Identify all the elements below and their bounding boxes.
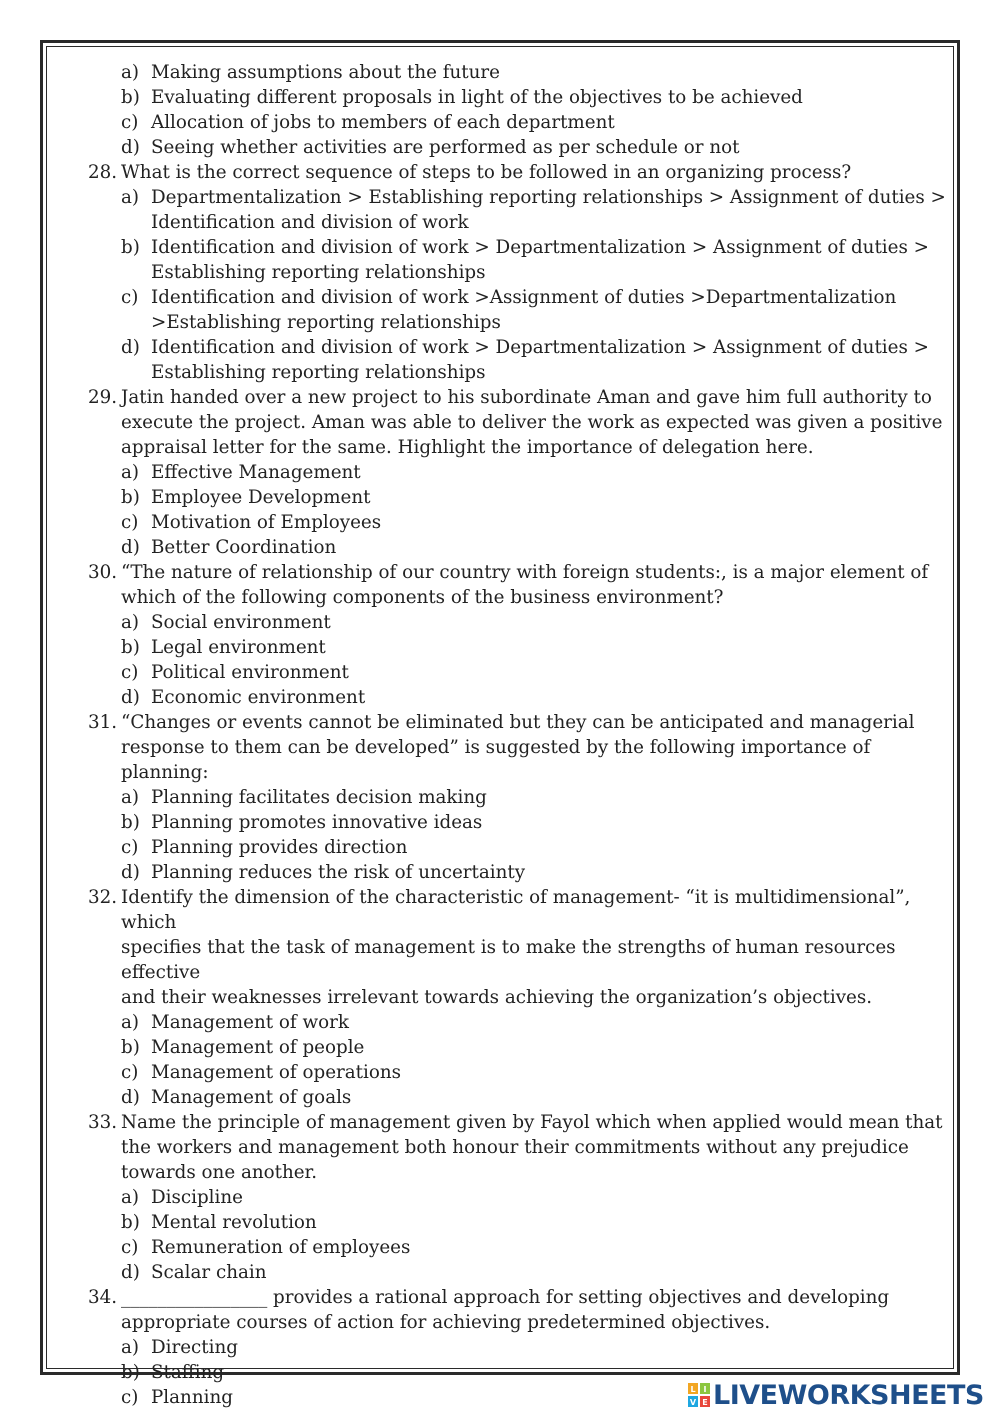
question-text-line: which of the following components of the business environment? [121, 587, 724, 608]
option-letter: b) [121, 87, 140, 108]
option-letter: d) [121, 137, 140, 158]
svg-text:L: L [690, 1385, 696, 1394]
option-letter: b) [121, 1037, 140, 1058]
question-text-line: Name the principle of management given by Fayol which when applied would mean that [121, 1112, 943, 1133]
option-letter: d) [121, 1087, 140, 1108]
option-text-line: Identification and division of work [151, 212, 469, 233]
option-letter: b) [121, 812, 140, 833]
option-text-line: Better Coordination [151, 537, 337, 558]
option-letter: a) [121, 1337, 140, 1358]
question-text-line: ________________ provides a rational approach for setting objectives and developing [121, 1287, 890, 1308]
option-text-line: Planning facilitates decision making [151, 787, 487, 808]
option-item [88, 835, 948, 860]
question-text-line: specifies that the task of management is to make the strengths of human resources effective [121, 937, 896, 983]
option-letter: c) [121, 1062, 139, 1083]
liveworksheets-watermark [688, 1380, 984, 1410]
question-29 [88, 385, 948, 460]
option-letter: b) [121, 1212, 140, 1233]
option-item [88, 860, 948, 885]
option-item [88, 60, 948, 85]
option-text-line: Political environment [151, 662, 349, 683]
option-item [88, 660, 948, 685]
question-31 [88, 710, 948, 785]
option-text-line: Planning provides direction [151, 837, 408, 858]
option-letter: a) [121, 1187, 140, 1208]
question-32 [88, 885, 948, 1010]
option-text-line: Effective Management [151, 462, 361, 483]
option-item [88, 235, 948, 285]
option-item [88, 1335, 948, 1360]
question-28 [88, 160, 948, 185]
option-text-line: >Establishing reporting relationships [151, 312, 501, 333]
option-text-line: Planning promotes innovative ideas [151, 812, 483, 833]
option-letter: a) [121, 612, 140, 633]
question-text-line: appraisal letter for the same. Highlight the importance of delegation here. [121, 437, 814, 458]
question-number: 33. [88, 1112, 118, 1133]
option-text-line: Discipline [151, 1187, 243, 1208]
question-number: 31. [88, 712, 118, 733]
liveworksheets-logo-icon [688, 1383, 710, 1407]
option-text-line: Management of operations [151, 1062, 402, 1083]
option-item [88, 535, 948, 560]
option-text-line: Identification and division of work >Assignment of duties >Departmentalization [151, 287, 897, 308]
option-letter: a) [121, 787, 140, 808]
option-text-line: Departmentalization > Establishing reporting relationships > Assignment of duties > [151, 187, 946, 208]
question-text-line: Jatin handed over a new project to his subordinate Aman and gave him full authority to [121, 387, 932, 408]
option-item [88, 1185, 948, 1210]
question-text-line: What is the correct sequence of steps to be followed in an organizing process? [121, 162, 852, 183]
question-number: 30. [88, 562, 118, 583]
option-text: Seeing whether activities are performed as per schedule or not [151, 137, 740, 158]
option-item [88, 1035, 948, 1060]
option-item [88, 1235, 948, 1260]
option-letter: c) [121, 1387, 139, 1408]
option-item [88, 335, 948, 385]
option-text: Making assumptions about the future [151, 62, 500, 83]
option-letter: d) [121, 537, 140, 558]
option-letter: c) [121, 662, 139, 683]
option-text-line: Planning reduces the risk of uncertainty [151, 862, 526, 883]
option-text-line: Establishing reporting relationships [151, 362, 486, 383]
option-text-line: Mental revolution [151, 1212, 317, 1233]
option-item [88, 610, 948, 635]
option-text-line: Employee Development [151, 487, 371, 508]
option-item [88, 285, 948, 335]
question-33 [88, 1110, 948, 1185]
option-text-line: Identification and division of work > Departmentalization > Assignment of duties > [151, 337, 929, 358]
question-34 [88, 1285, 948, 1335]
question-number: 34. [88, 1287, 118, 1308]
option-item [88, 810, 948, 835]
option-letter: a) [121, 62, 140, 83]
option-letter: d) [121, 862, 140, 883]
option-letter: d) [121, 687, 140, 708]
option-letter: b) [121, 237, 140, 258]
option-item [88, 485, 948, 510]
option-item [88, 1210, 948, 1235]
option-letter: b) [121, 1362, 140, 1383]
question-number: 29. [88, 387, 118, 408]
option-item [88, 635, 948, 660]
option-text-line: Motivation of Employees [151, 512, 382, 533]
option-letter: a) [121, 462, 140, 483]
option-letter: b) [121, 487, 140, 508]
watermark-text: LIVEWORKSHEETS [713, 1379, 984, 1411]
option-item [88, 685, 948, 710]
option-item [88, 460, 948, 485]
option-letter: d) [121, 1262, 140, 1283]
option-item [88, 1085, 948, 1110]
question-text-line: execute the project. Aman was able to deliver the work as expected was given a positive [121, 412, 943, 433]
option-item [88, 510, 948, 535]
svg-text:V: V [689, 1398, 697, 1407]
option-item [88, 1010, 948, 1035]
option-letter: c) [121, 512, 139, 533]
option-letter: c) [121, 287, 139, 308]
option-text-line: Staffing [151, 1362, 225, 1383]
option-item [88, 110, 948, 135]
option-text-line: Management of work [151, 1012, 349, 1033]
option-letter: c) [121, 112, 139, 133]
option-text: Evaluating different proposals in light of the objectives to be achieved [151, 87, 803, 108]
question-number: 32. [88, 887, 118, 908]
option-item [88, 1260, 948, 1285]
option-text-line: Remuneration of employees [151, 1237, 411, 1258]
option-letter: b) [121, 637, 140, 658]
option-text-line: Directing [151, 1337, 238, 1358]
option-text-line: Management of goals [151, 1087, 352, 1108]
option-item [88, 135, 948, 160]
question-number: 28. [88, 162, 118, 183]
question-text-line: and their weaknesses irrelevant towards achieving the organization’s objectives. [121, 987, 873, 1008]
question-text-line: the workers and management both honour their commitments without any prejudice [121, 1137, 909, 1158]
option-text-line: Establishing reporting relationships [151, 262, 486, 283]
option-text-line: Economic environment [151, 687, 366, 708]
option-text-line: Social environment [151, 612, 331, 633]
option-text-line: Legal environment [151, 637, 326, 658]
option-letter: d) [121, 337, 140, 358]
option-text: Allocation of jobs to members of each department [151, 112, 615, 133]
question-30 [88, 560, 948, 610]
option-letter: c) [121, 1237, 139, 1258]
question-text-line: towards one another. [121, 1162, 318, 1183]
option-text-line: Management of people [151, 1037, 365, 1058]
option-text-line: Scalar chain [151, 1262, 267, 1283]
option-text-line: Identification and division of work > Departmentalization > Assignment of duties > [151, 237, 929, 258]
question-text-line: “Changes or events cannot be eliminated but they can be anticipated and managerial [121, 712, 915, 733]
option-letter: a) [121, 1012, 140, 1033]
option-text-line: Planning [151, 1387, 233, 1408]
option-item [88, 85, 948, 110]
option-item [88, 185, 948, 235]
option-letter: c) [121, 837, 139, 858]
question-text-line: appropriate courses of action for achieving predetermined objectives. [121, 1312, 771, 1333]
question-text-line: response to them can be developed” is suggested by the following importance of planning: [121, 737, 871, 783]
option-item [88, 1060, 948, 1085]
option-letter: a) [121, 187, 140, 208]
worksheet-content [88, 60, 948, 1410]
svg-text:E: E [702, 1398, 708, 1407]
option-item [88, 785, 948, 810]
question-text-line: “The nature of relationship of our country with foreign students:, is a major element of [121, 562, 929, 583]
svg-text:I: I [703, 1385, 707, 1394]
question-text-line: Identify the dimension of the characteristic of management- “it is multidimensional”, which [121, 887, 911, 933]
